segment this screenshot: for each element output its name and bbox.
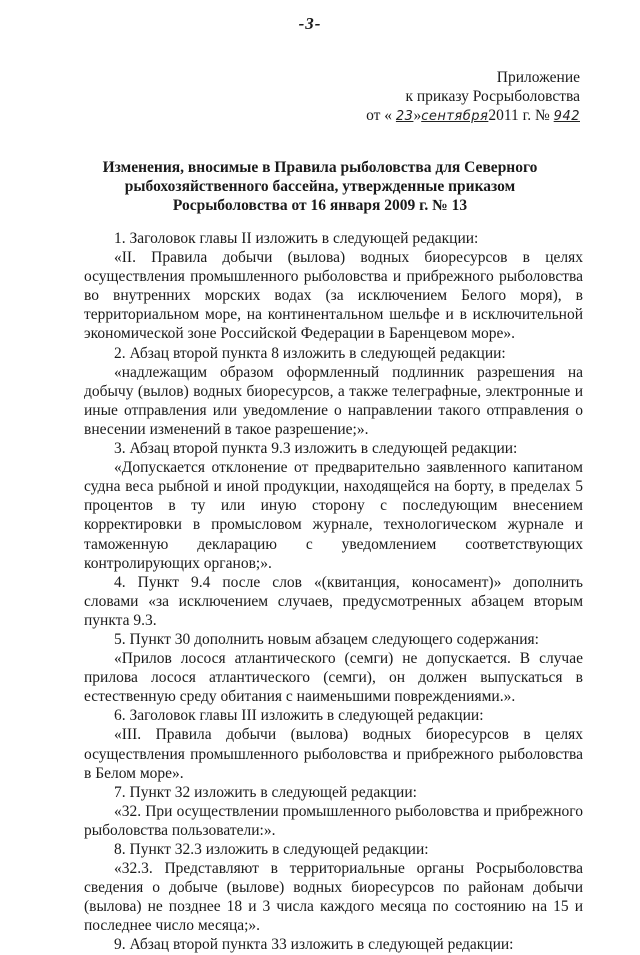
paragraph: «III. Правила добычи (вылова) водных биоресурсов в целях осуществления промышленного рыболовства и прибрежного рыболовства в Белом море». bbox=[84, 726, 583, 782]
handwritten-month: сентября bbox=[421, 109, 489, 124]
handwritten-day: 23 bbox=[395, 109, 414, 124]
paragraph: 8. Пункт 32.3 изложить в следующей редакции: bbox=[114, 841, 429, 858]
paragraph: «32.3. Представляют в территориальные органы Росрыболовства сведения о добыче (вылове) водных биоресурсов по районам добычи (вылова) не позднее 18 и 3 числа каждого месяца по состоянию на 15 и последнее число месяца;». bbox=[84, 860, 583, 935]
paragraph: 3. Абзац второй пункта 9.3 изложить в следующей редакции: bbox=[114, 440, 518, 458]
appendix-date-line bbox=[366, 106, 580, 126]
appendix-title: Приложение bbox=[496, 69, 580, 86]
date-prefix: от « bbox=[366, 107, 393, 124]
paragraph: «Прилов лосося атлантического (семги) не допускается. В случае прилова лосося атлантического (семги), он должен выпускаться в естественную среду обитания с наименьшими повреждениями.». bbox=[84, 650, 583, 706]
paragraph: «32. При осуществлении промышленного рыболовства и прибрежного рыболовства пользователи:». bbox=[84, 802, 583, 839]
year-text: 2011 г. № bbox=[488, 107, 550, 124]
paragraph: «надлежащим образом оформленный подлинник разрешения на добычу (вылов) водных биоресурсов, а также телеграфные, электронные и иные отправления или уведомление о направлении такого отправления о внесении изменений в такое разрешение;». bbox=[84, 363, 583, 438]
paragraph: 5. Пункт 30 дополнить новым абзацем следующего содержания: bbox=[114, 630, 539, 648]
appendix-block bbox=[366, 68, 580, 126]
paragraph: 4. Пункт 9.4 после слов «(квитанция, коносамент)» дополнить словами «за исключением случаев, предусмотренных абзацем вторым пункта 9.3. bbox=[84, 573, 583, 629]
paragraph: 7. Пункт 32 изложить в следующей редакции: bbox=[114, 783, 417, 801]
page-number: -3- bbox=[298, 14, 322, 33]
paragraph: 6. Заголовок главы III изложить в следующей редакции: bbox=[114, 707, 484, 725]
paragraph: «II. Правила добычи (вылова) водных биоресурсов в целях осуществления промышленного рыболовства и прибрежного рыболовства во внутренних морских водах (за исключением Белого моря), в территориальном море, на континентальном шельфе и в исключительной экономической зоне Российской Федерации в Баренцевом море». bbox=[84, 249, 583, 343]
date-mid: » bbox=[413, 107, 422, 124]
document-body bbox=[84, 229, 583, 955]
appendix-order-ref: к приказу Росрыболовства bbox=[405, 88, 580, 105]
document-title: Изменения, вносимые в Правила рыболовства для Северного рыбохозяйственного бассейна, утвержденные приказом Росрыболовства от 16 января 2009 г. № 13 bbox=[102, 159, 538, 214]
paragraph: 9. Абзац второй пункта 33 изложить в следующей редакции: bbox=[114, 936, 514, 954]
paragraph: 2. Абзац второй пункта 8 изложить в следующей редакции: bbox=[114, 344, 506, 362]
paragraph: 1. Заголовок главы II изложить в следующей редакции: bbox=[114, 230, 479, 247]
paragraph: «Допускается отклонение от предварительно заявленного капитаном судна веса рыбной и иной продукции, находящейся на борту, в пределах 5 процентов в ту или иную сторону с последующим внесением корректировки в промысловом журнале, технологическом журнале и таможенную декларацию с уведомлением соответствующих контролирующих органов;». bbox=[84, 459, 583, 572]
handwritten-order-number: 942 bbox=[553, 109, 580, 124]
